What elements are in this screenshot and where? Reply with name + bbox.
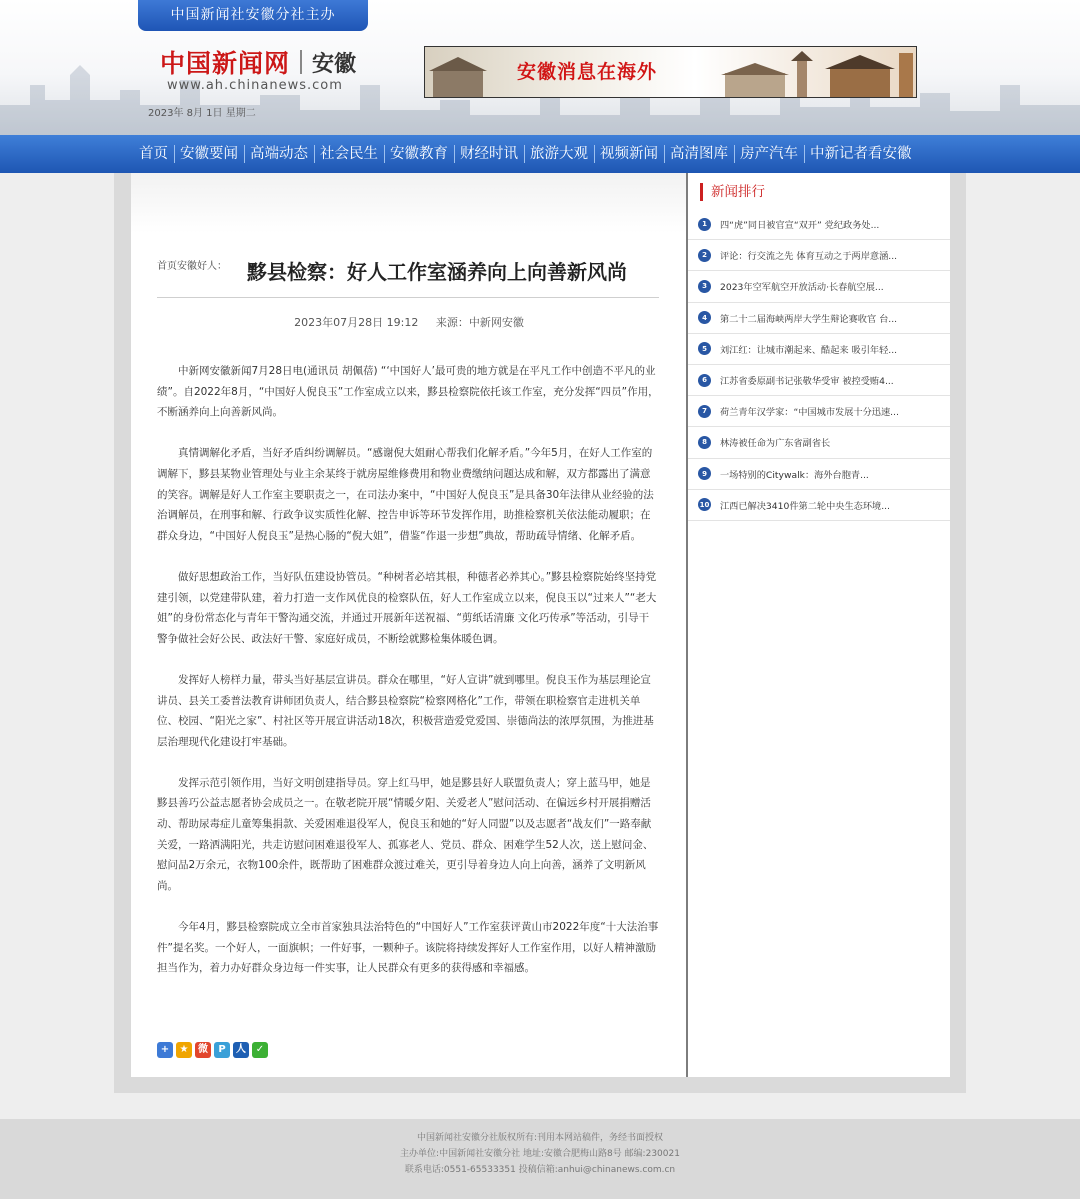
nav-item-home[interactable]: 首页 [139, 146, 168, 162]
ranking-link[interactable]: 荷兰青年汉学家：“中国城市发展十分迅速... [720, 407, 899, 419]
ranking-link[interactable]: 评论：行交流之先 体育互动之于两岸意涵... [720, 251, 898, 263]
rank-badge: 3 [698, 280, 711, 293]
ranking-link[interactable]: 四“虎”同日被官宣“双开” 党纪政务处... [720, 220, 880, 232]
list-item[interactable] [688, 240, 950, 271]
article-paragraph: 真情调解化矛盾，当好矛盾纠纷调解员。“感谢倪大姐耐心帮我们化解矛盾。”今年5月，在好人工作室的调解下，黟县某物业管理处与业主余某终于就房屋维修费用和物业费缴纳问题达成和解，双方都露出了满意的笑容。调解是好人工作室主要职责之一，在司法办案中，“中国好人倪良玉”是具备30年法律从业经验的法治调解员，在刑事和解、行政争议实质性化解、控告申诉等环节发挥作用，助推检察机关依法能动履职；在群众身边，“中国好人倪良玉”是热心肠的“倪大姐”，借鉴“作退一步想”典故，帮助疏导情绪、化解矛盾。 [157, 447, 654, 542]
rank-badge: 1 [698, 218, 711, 231]
article-paragraph: 发挥示范引领作用，当好文明创建指导员。穿上红马甲，她是黟县好人联盟负责人；穿上蓝马甲，她是黟县善巧公益志愿者协会成员之一。在敬老院开展“情暖夕阳、关爱老人”慰问活动、在偏远乡村开展捐赠活动、帮助尿毒症儿童筹集捐款、关爱困难退役军人，倪良玉和她的“好人同盟”以及志愿者“战友们”一路奉献关爱，一路洒满阳光，共走访慰问困难退役军人、孤寡老人、党员、群众、困难学生52人次，送上慰问金、慰问品2万余元，衣物100余件，既帮助了困难群众渡过难关，更引导着身边人向上向善，涵养了文明新风尚。 [157, 776, 654, 892]
rank-badge: 9 [698, 467, 711, 480]
rank-badge: 8 [698, 436, 711, 449]
article-meta [131, 314, 687, 330]
nav-item-high-level[interactable]: 高端动态 [244, 135, 314, 173]
logo-divider [300, 50, 302, 74]
article-paragraph: 中新网安徽新闻7月28日电(通讯员 胡佩蓓) “‘中国好人’最可贵的地方就是在平凡工作中创造不平凡的业绩”。自2022年8月，“中国好人倪良玉”工作室成立以来，黟县检察院依托该工作室，充分发挥“四员”作用，不断涵养向上向善新风尚。 [157, 365, 659, 419]
breadcrumb[interactable]: 首页安徽好人： [157, 261, 227, 272]
site-url: www.ah.chinanews.com [167, 78, 343, 93]
logo-region-text: 安徽 [312, 51, 357, 77]
list-item[interactable] [688, 334, 950, 365]
footer-contact: 联系电话:0551-65533351 投稿信箱:anhui@chinanews.com.cn [404, 1165, 676, 1175]
rank-badge: 10 [698, 498, 711, 511]
article-panel [131, 173, 687, 1077]
article-paragraph: 做好思想政治工作，当好队伍建设协管员。“种树者必培其根，种德者必养其心。”黟县检察院始终坚持党建引领，以党建带队建，着力打造一支作风优良的检察队伍，好人工作室成立以来，倪良玉以“过来人”“老大姐”的身份常态化与青年干警沟通交流，并通过开展新年送祝福、“剪纸话清廉 文化巧传承”等活动，引导干警争做社会好公民、政法好干警、家庭好成员，不断绘就黟检集体暖色调。 [157, 570, 657, 645]
list-item[interactable] [688, 396, 950, 427]
nav-item-reporters[interactable]: 中新记者看安徽 [804, 135, 918, 173]
article-paragraph: 发挥好人榜样力量，带头当好基层宣讲员。群众在哪里，“好人宣讲”就到哪里。倪良玉作为基层理论宣讲员、县关工委普法教育讲师团负责人，结合黟县检察院“检察网格化”工作，带领在职检察官走进机关单位、校园、“阳光之家”、村社区等开展宣讲活动18次，积极营造爱党爱国、崇德尚法的浓厚氛围，为推进基层治理现代化建设打牢基础。 [157, 673, 654, 748]
current-date: 2023年 8月 1日 星期二 [148, 108, 256, 119]
list-item[interactable] [688, 427, 950, 458]
banner-slogan: 安徽消息在海外 [517, 61, 658, 83]
share-more-icon[interactable]: + [157, 1042, 173, 1058]
ranking-link[interactable]: 林涛被任命为广东省副省长 [720, 438, 831, 450]
nav-item-tourism[interactable]: 旅游大观 [524, 135, 594, 173]
article-source: 来源：中新网安徽 [435, 316, 524, 329]
ranking-link[interactable]: 第二十二届海峡两岸大学生辩论赛收官 台... [720, 313, 898, 325]
list-item[interactable] [688, 365, 950, 396]
rank-badge: 5 [698, 342, 711, 355]
nav-item-video[interactable]: 视频新闻 [594, 135, 664, 173]
list-item[interactable] [688, 303, 950, 334]
news-ranking-sidebar [686, 173, 950, 1077]
rank-badge: 7 [698, 405, 711, 418]
nav-item-photos[interactable]: 高清图库 [664, 135, 734, 173]
header-banner-ad[interactable] [424, 46, 917, 98]
site-header [0, 0, 1080, 135]
article-body [157, 361, 659, 999]
rank-badge: 4 [698, 311, 711, 324]
renren-icon[interactable]: 人 [233, 1042, 249, 1058]
publisher-ribbon: 中国新闻社安徽分社主办 [138, 0, 368, 31]
list-item[interactable] [688, 490, 950, 521]
ranking-link[interactable]: 江苏省委原副书记张敬华受审 被控受贿4... [720, 376, 894, 388]
weibo-icon[interactable]: 微 [195, 1042, 211, 1058]
nav-item-education[interactable]: 安徽教育 [384, 135, 454, 173]
publish-datetime: 2023年07月28日 19:12 [294, 316, 419, 329]
list-item[interactable] [688, 459, 950, 490]
share-bar [157, 1042, 268, 1058]
nav-item-finance[interactable]: 财经时讯 [454, 135, 524, 173]
title-divider [157, 297, 659, 298]
site-footer [0, 1119, 1080, 1199]
tencent-weibo-icon[interactable]: P [214, 1042, 230, 1058]
footer-address: 主办单位:中国新闻社安徽分社 地址:安徽合肥梅山路8号 邮编:230021 [400, 1149, 680, 1159]
nav-item-anhui-news[interactable]: 安徽要闻 [174, 135, 244, 173]
nav-item-property-auto[interactable]: 房产汽车 [734, 135, 804, 173]
site-logo[interactable] [160, 45, 356, 79]
ranking-link[interactable]: 一场特别的Citywalk：海外台胞青... [720, 469, 869, 481]
footer-copyright: 中国新闻社安徽分社版权所有:刊用本网站稿件，务经书面授权 [416, 1133, 664, 1143]
qzone-star-icon[interactable]: ★ [176, 1042, 192, 1058]
rank-badge: 6 [698, 374, 711, 387]
list-item[interactable] [688, 271, 950, 302]
wechat-icon[interactable]: ✓ [252, 1042, 268, 1058]
ranking-list [688, 209, 950, 521]
main-nav [0, 135, 1080, 173]
ranking-link[interactable]: 2023年空军航空开放活动·长春航空展... [720, 282, 884, 294]
logo-chinanews-text: 中国新闻网 [160, 49, 291, 78]
ranking-link[interactable]: 江西已解决3410件第二轮中央生态环境... [720, 500, 890, 512]
article-paragraph: 今年4月，黟县检察院成立全市首家独具法治特色的“中国好人”工作室获评黄山市2022年度“十大法治事件”提名奖。一个好人，一面旗帜；一件好事，一颗种子。该院将持续发挥好人工作室作用，以好人精神激励担当作为，着力办好群众身边每一件实事，让人民群众有更多的获得感和幸福感。 [157, 921, 659, 975]
nav-item-society[interactable]: 社会民生 [314, 135, 384, 173]
list-item[interactable] [688, 209, 950, 240]
banner-architecture-illustration [425, 47, 917, 98]
sidebar-heading: 新闻排行 [700, 183, 765, 201]
ranking-link[interactable]: 刘江红：让城市潮起来、酷起来 吸引年轻... [720, 344, 898, 356]
rank-badge: 2 [698, 249, 711, 262]
page-title: 黟县检察：好人工作室涵养向上向善新风尚 [247, 260, 627, 284]
